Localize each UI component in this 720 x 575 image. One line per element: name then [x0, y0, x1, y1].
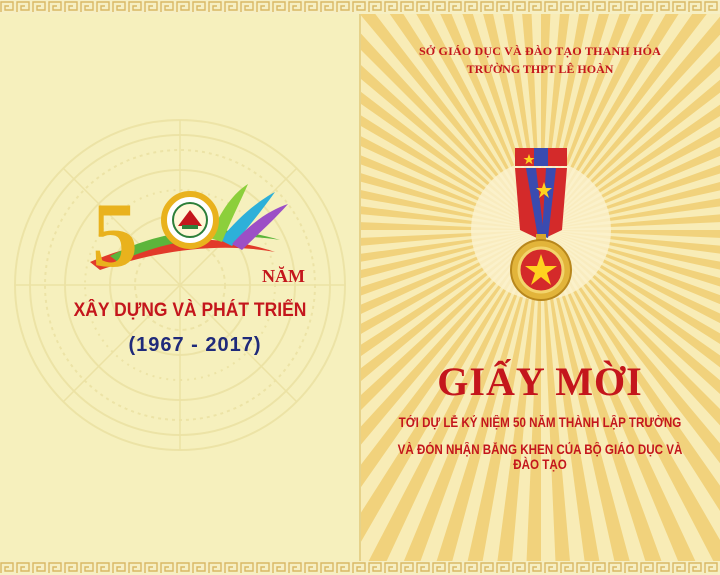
school-name: TRƯỜNG THPT LÊ HOÀN [466, 62, 614, 76]
medal-icon [496, 146, 586, 306]
invitation-line-2: VÀ ĐÓN NHẬN BẰNG KHEN CỦA BỘ GIÁO DỤC VÀ ĐÀO TẠO [397, 442, 683, 472]
invitation-title: GIẤY MỜI [437, 359, 643, 404]
top-border [0, 0, 720, 14]
number-five: 5 [92, 184, 138, 286]
card-fold [359, 0, 361, 575]
logo-slogan: XÂY DỰNG VÀ PHÁT TRIỂN [73, 300, 307, 321]
department-name: SỞ GIÁO DỤC VÀ ĐÀO TẠO THANH HÓA [418, 44, 662, 58]
invitation-line-1: TỚI DỰ LỄ KỶ NIỆM 50 NĂM THÀNH LẬP TRƯỜNG [398, 415, 682, 430]
bottom-border [0, 561, 720, 575]
logo-years: (1967 - 2017) [128, 334, 262, 356]
logo-nam-label: NĂM [262, 266, 305, 286]
